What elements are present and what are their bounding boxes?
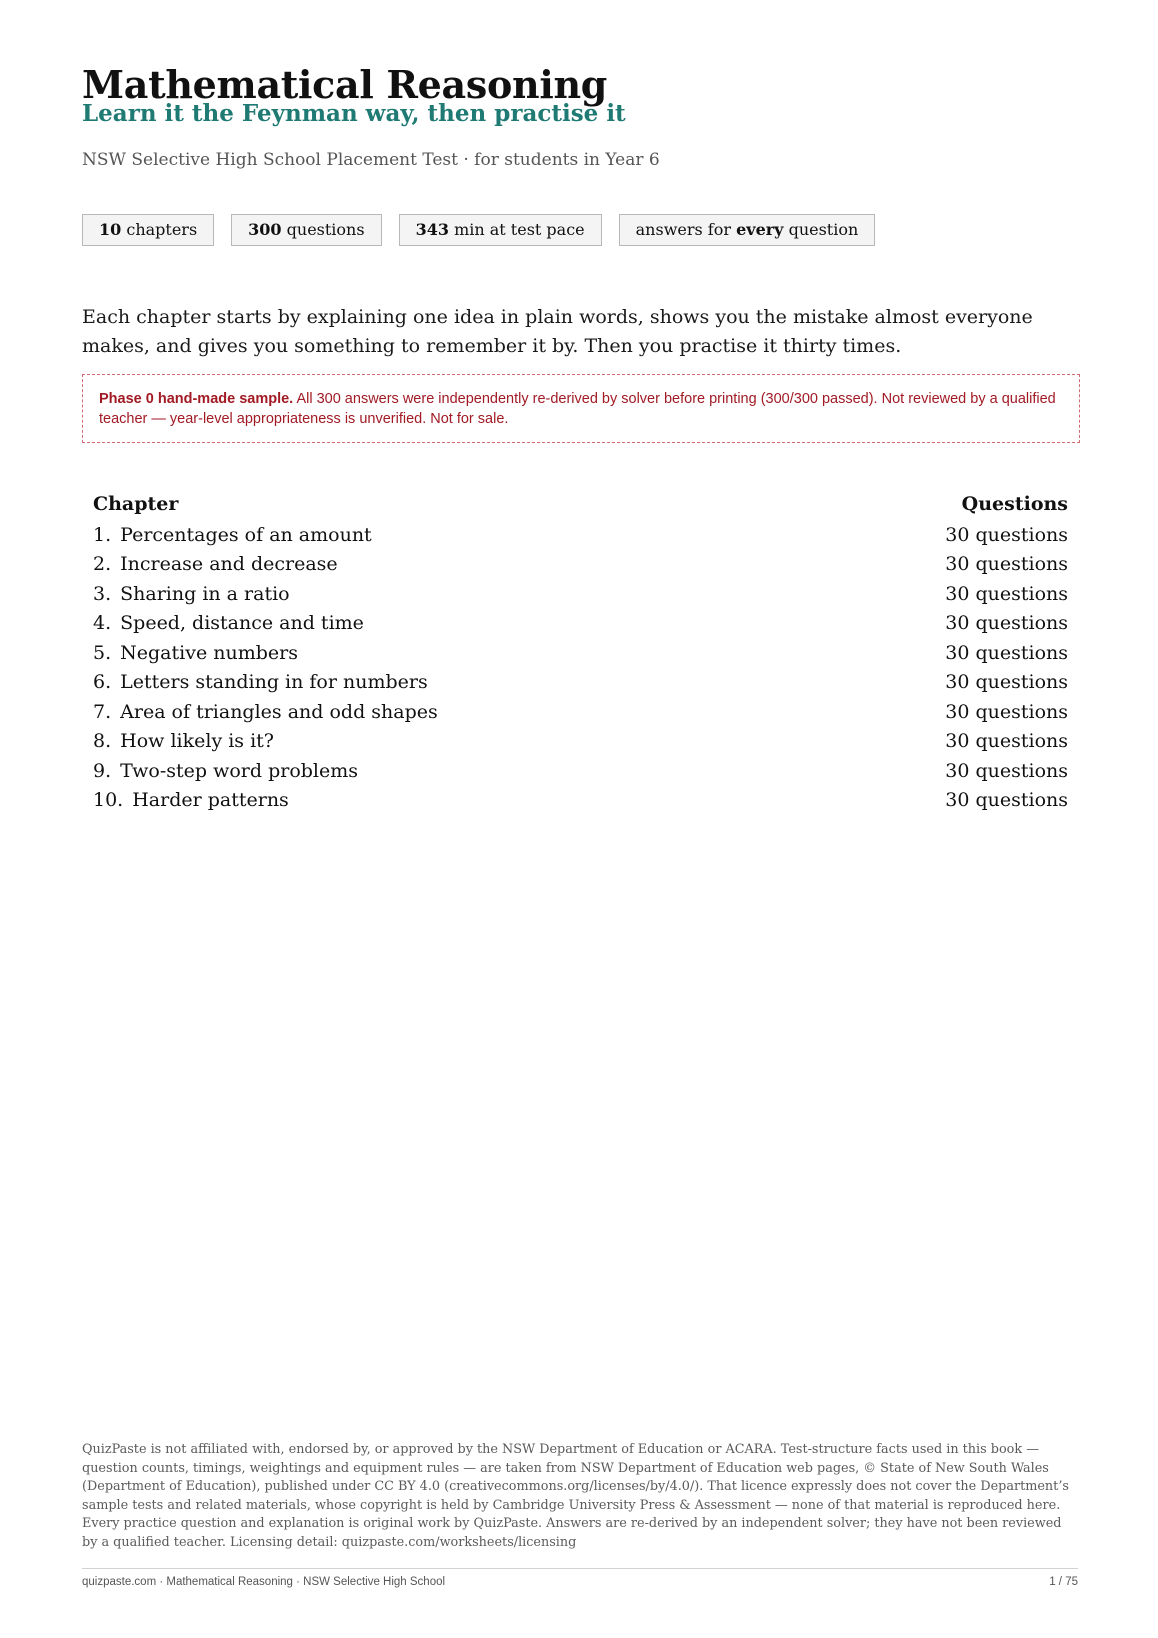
chapter-table-header <box>93 490 1068 520</box>
test-context-line: NSW Selective High School Placement Test · for students in Year 6 <box>82 150 660 170</box>
chapter-question-count: 30 questions <box>945 759 1068 782</box>
chapter-label: Increase and decrease <box>120 553 338 575</box>
chapter-title <box>93 609 364 639</box>
chapter-row <box>93 727 1068 757</box>
chapter-question-count: 30 questions <box>945 789 1068 811</box>
chapter-title <box>93 521 372 551</box>
chapter-title <box>93 639 298 669</box>
badge-test-pace <box>399 214 602 246</box>
chapter-number: 7. <box>93 700 112 723</box>
badge-test-pace-value: 343 <box>415 220 449 239</box>
chapter-label: Sharing in a ratio <box>120 582 290 605</box>
chapter-row <box>93 521 1068 551</box>
chapter-label: How likely is it? <box>120 730 274 752</box>
chapter-number: 5. <box>93 641 112 664</box>
intro-paragraph: Each chapter starts by explaining one idea in plain words, shows you the mistake almost everyone makes, and gives you something to remember it by. Then you practise it thirty times. <box>82 306 1033 357</box>
chapter-title <box>93 550 338 580</box>
chapter-title <box>93 580 290 610</box>
chapter-number: 9. <box>93 759 112 782</box>
chapter-title <box>93 757 358 787</box>
chapter-title <box>93 786 289 816</box>
chapter-title <box>93 698 438 728</box>
column-header-chapter: Chapter <box>93 493 179 515</box>
chapter-number: 2. <box>93 553 112 575</box>
document-title: Mathematical Reasoning <box>82 62 608 107</box>
stats-badges <box>82 214 875 246</box>
chapter-question-count: 30 questions <box>945 582 1068 605</box>
badge-questions-value: 300 <box>248 220 282 239</box>
badge-chapters-value: 10 <box>99 220 122 239</box>
chapter-row <box>93 639 1068 669</box>
badge-chapters-text: chapters <box>121 220 198 239</box>
chapter-question-count: 30 questions <box>945 553 1068 575</box>
badge-answers <box>619 214 876 246</box>
chapter-number: 4. <box>93 612 112 634</box>
chapter-title <box>93 668 428 698</box>
chapter-number: 6. <box>93 671 112 693</box>
footer-source: quizpaste.com · Mathematical Reasoning · NSW Selective High School <box>82 1576 446 1588</box>
chapter-title <box>93 727 274 757</box>
chapter-question-count: 30 questions <box>945 523 1068 546</box>
chapter-row <box>93 668 1068 698</box>
legal-disclaimer: QuizPaste is not affiliated with, endorsed by, or approved by the NSW Department of Education or ACARA. Test-structure facts used in this book — question counts, timings, weightings and equipment rules — are taken from NSW Department of Education web pages, © State of New South Wales (Department of Education), published under CC BY 4.0 (creativecommons.org/licenses/by/4.0/). That licence expressly does not cover the Department’s sample tests and related materials, whose copyright is held by Cambridge University Press & Assessment — none of that material is reproduced here. Every practice question and explanation is original work by QuizPaste. Answers are re-derived by an independent solver; they have not been reviewed by a qualified teacher. Licensing detail: quizpaste.com/worksheets/licensing <box>82 1442 1069 1550</box>
document-page <box>82 0 1078 1638</box>
chapter-row <box>93 580 1068 610</box>
page-number: 1 / 75 <box>1049 1576 1078 1588</box>
badge-questions <box>231 214 381 246</box>
chapter-row <box>93 609 1068 639</box>
chapter-label: Harder patterns <box>132 789 289 811</box>
chapter-question-count: 30 questions <box>945 700 1068 723</box>
chapter-label: Two-step word problems <box>120 759 359 782</box>
sample-notice-heading: Phase 0 hand-made sample. <box>99 391 294 407</box>
chapter-label: Area of triangles and odd shapes <box>120 700 438 723</box>
chapter-row <box>93 786 1068 816</box>
column-header-questions: Questions <box>961 493 1068 515</box>
chapter-question-count: 30 questions <box>945 612 1068 634</box>
chapter-label: Negative numbers <box>120 641 298 664</box>
sample-notice-text: All 300 answers were independently re-derived by solver before printing (300/300 passed). Not reviewed by a qualified teacher — year-level appropriateness is unverified. Not for sale. <box>99 391 1056 427</box>
footer-divider <box>82 1568 1078 1569</box>
document-subtitle: Learn it the Feynman way, then practise it <box>82 100 626 127</box>
badge-answers-pre: answers for <box>635 220 737 239</box>
page-footer <box>82 1576 1078 1588</box>
chapter-row <box>93 550 1068 580</box>
chapter-question-count: 30 questions <box>945 730 1068 752</box>
badge-test-pace-text: min at test pace <box>448 220 585 239</box>
chapter-table <box>93 490 1068 816</box>
badge-chapters <box>82 214 214 246</box>
chapter-question-count: 30 questions <box>945 641 1068 664</box>
badge-questions-text: questions <box>281 220 365 239</box>
chapter-number: 8. <box>93 730 112 752</box>
chapter-number: 10. <box>93 789 124 811</box>
chapter-row <box>93 757 1068 787</box>
chapter-label: Letters standing in for numbers <box>120 671 428 693</box>
chapter-question-count: 30 questions <box>945 671 1068 693</box>
sample-notice <box>82 374 1080 443</box>
chapter-number: 1. <box>93 523 112 546</box>
badge-answers-text: question <box>783 220 859 239</box>
chapter-label: Percentages of an amount <box>120 523 372 546</box>
chapter-number: 3. <box>93 582 112 605</box>
chapter-label: Speed, distance and time <box>120 612 364 634</box>
chapter-rows <box>93 521 1068 816</box>
chapter-row <box>93 698 1068 728</box>
badge-answers-value: every <box>736 220 784 239</box>
